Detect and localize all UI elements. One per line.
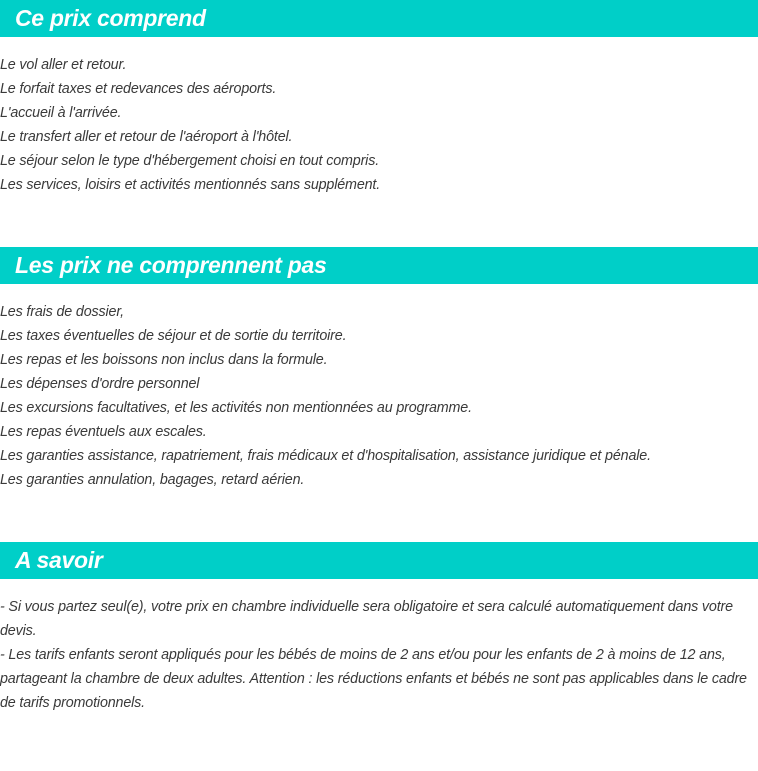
section-price-excludes — [0, 247, 758, 492]
list-item: Les garanties annulation, bagages, retard aérien. — [0, 472, 305, 488]
list-item: Les services, loisirs et activités mentionnés sans supplément. — [0, 177, 381, 193]
included-list — [0, 53, 758, 197]
section-header — [0, 0, 758, 37]
list-item: Les garanties assistance, rapatriement, frais médicaux et d'hospitalisation, assistance juridique et pénale. — [0, 448, 651, 464]
section-price-includes — [0, 0, 758, 197]
excluded-list — [0, 300, 758, 492]
note-paragraph: - Si vous partez seul(e), votre prix en chambre individuelle sera obligatoire et sera calculé automatiquement dans votre devis. — [0, 599, 733, 639]
list-item: Le séjour selon le type d'hébergement choisi en tout compris. — [0, 153, 380, 169]
notes-block — [0, 595, 758, 715]
section-title: Les prix ne comprennent pas — [15, 252, 327, 278]
list-item: L'accueil à l'arrivée. — [0, 105, 122, 121]
section-title: Ce prix comprend — [15, 5, 206, 31]
section-header — [0, 247, 758, 284]
list-item: Les dépenses d'ordre personnel — [0, 376, 200, 392]
list-item: Les frais de dossier, — [0, 304, 125, 320]
section-title: A savoir — [15, 547, 103, 573]
list-item: Le vol aller et retour. — [0, 57, 127, 73]
list-item: Les excursions facultatives, et les activités non mentionnées au programme. — [0, 400, 472, 416]
list-item: Les repas éventuels aux escales. — [0, 424, 207, 440]
list-item: Le forfait taxes et redevances des aéroports. — [0, 81, 277, 97]
note-paragraph: - Les tarifs enfants seront appliqués pour les bébés de moins de 2 ans et/ou pour les enfants de 2 à moins de 12 ans, partageant la chambre de deux adultes. Attention : les réductions enfants et bébés ne sont pas applicables dans le cadre de tarifs promotionnels. — [0, 647, 747, 711]
section-good-to-know — [0, 542, 758, 715]
section-header — [0, 542, 758, 579]
list-item: Les repas et les boissons non inclus dans la formule. — [0, 352, 328, 368]
list-item: Les taxes éventuelles de séjour et de sortie du territoire. — [0, 328, 347, 344]
list-item: Le transfert aller et retour de l'aéroport à l'hôtel. — [0, 129, 293, 145]
